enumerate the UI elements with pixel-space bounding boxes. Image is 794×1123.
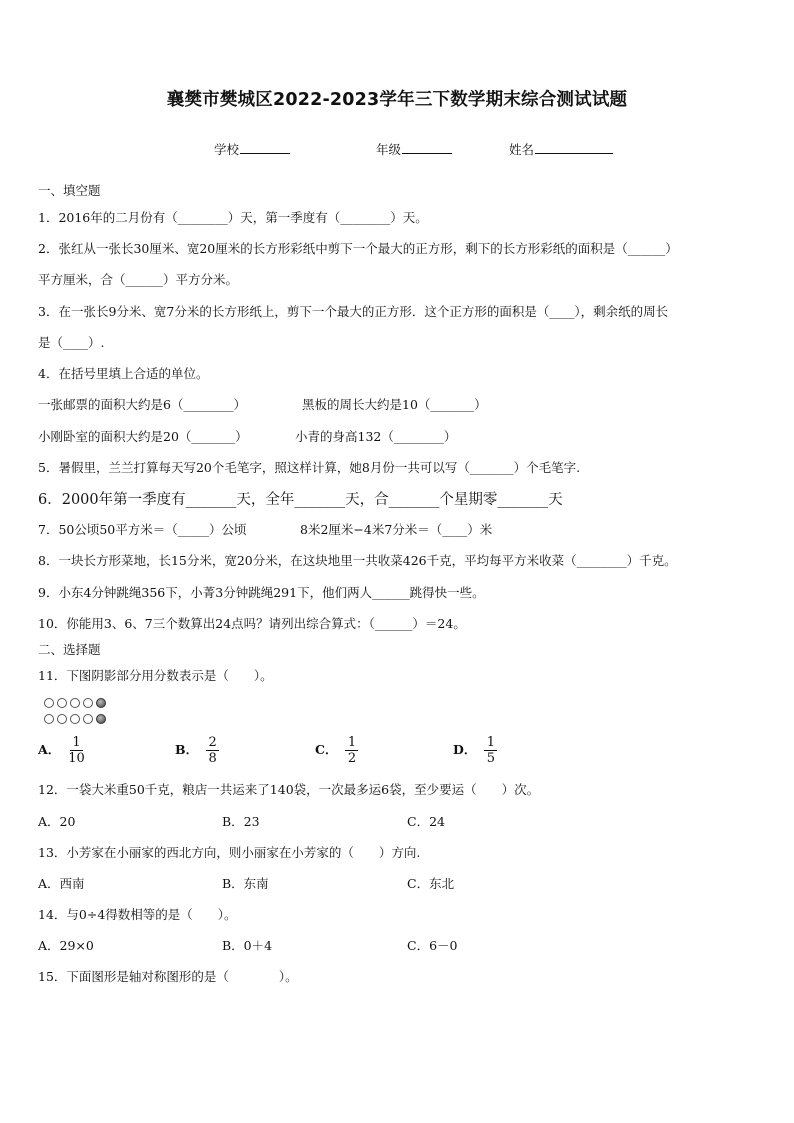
- school-label: 学校: [214, 142, 240, 157]
- q13-option-b[interactable]: B．东南: [222, 876, 269, 891]
- grade-field: [376, 140, 452, 158]
- name-field: [509, 140, 613, 158]
- question-11: 11．下图阴影部分用分数表示是（ ）。: [38, 668, 273, 683]
- question-7-part-b: 8米2厘米−4米7分米＝（____）米: [300, 522, 493, 537]
- question-4-item-c: 小刚卧室的面积大约是20（_______）: [38, 429, 248, 444]
- question-4: 4．在括号里填上合适的单位。: [38, 366, 209, 381]
- school-blank: [240, 152, 290, 154]
- circle-shaded: [96, 714, 106, 724]
- option-letter: D．: [453, 742, 477, 757]
- circle-row-2: [44, 714, 106, 726]
- question-8: 8．一块长方形菜地，长15分米，宽20分米，在这块地里一共收菜426千克，平均每平方米收菜（________）千克。: [38, 553, 677, 568]
- circle-empty: [70, 714, 80, 724]
- question-7-part-a: 7．50公顷50平方米＝（_____）公顷: [38, 522, 247, 537]
- section-choice: 二、选择题: [38, 642, 101, 657]
- q14-option-c[interactable]: C．6－0: [407, 938, 458, 953]
- circle-empty: [83, 698, 93, 708]
- denominator: 5: [486, 751, 495, 766]
- question-4-item-d: 小青的身高132（________）: [295, 429, 457, 444]
- question-4-item-a: 一张邮票的面积大约是6（________）: [38, 397, 246, 412]
- question-2-line-1: 2．张红从一张长30厘米、宽20厘米的长方形彩纸中剪下一个最大的正方形，剩下的长方形彩纸的面积是（______）: [38, 241, 678, 256]
- fraction: [206, 735, 219, 766]
- denominator: 2: [347, 751, 357, 766]
- question-10: 10．你能用3、6、7三个数算出24点吗？请列出综合算式：（______）＝24。: [38, 616, 466, 631]
- name-blank: [535, 152, 613, 154]
- circle-empty: [70, 698, 80, 708]
- shaded-circles-figure: [44, 698, 106, 730]
- page-title: 襄樊市樊城区2022-2023学年三下数学期末综合测试试题: [166, 90, 628, 110]
- question-4-item-b: 黑板的周长大约是10（_______）: [302, 397, 487, 412]
- circle-empty: [57, 698, 67, 708]
- numerator: 1: [72, 735, 81, 750]
- option-letter: A．: [38, 742, 61, 757]
- section-fill-in: 一、填空题: [38, 183, 101, 198]
- school-field: [214, 140, 290, 158]
- numerator: 2: [208, 735, 217, 750]
- question-9: 9．小东4分钟跳绳356下，小菁3分钟跳绳291下，他们两人______跳得快一些。: [38, 585, 485, 600]
- option-letter: C．: [315, 742, 338, 757]
- question-3-line-2: 是（____）.: [38, 335, 105, 350]
- q12-option-b[interactable]: B．23: [222, 814, 260, 829]
- q13-option-a[interactable]: A．西南: [38, 876, 85, 891]
- q14-option-b[interactable]: B．0＋4: [222, 938, 273, 953]
- circle-empty: [44, 714, 54, 724]
- fraction: [345, 735, 358, 766]
- question-1: 1．2016年的二月份有（________）天，第一季度有（________）天。: [38, 210, 428, 225]
- question-15: 15．下面图形是轴对称图形的是（ ）。: [38, 969, 298, 984]
- question-12: 12．一袋大米重50千克，粮店一共运来了140袋，一次最多运6袋，至少要运（ ）次。: [38, 782, 540, 797]
- question-5: 5．暑假里，兰兰打算每天写20个毛笔字，照这样计算，她8月份一共可以写（_______）个毛笔字.: [38, 460, 581, 475]
- circle-shaded: [96, 698, 106, 708]
- denominator: 10: [68, 751, 85, 766]
- q11-option-a[interactable]: [38, 735, 85, 766]
- question-13: 13．小芳家在小丽家的西北方向，则小丽家在小芳家的（ ）方向.: [38, 845, 421, 860]
- grade-blank: [402, 152, 452, 154]
- question-6: 6．2000年第一季度有_______天，全年_______天，合_______个星期零_______天: [38, 492, 563, 508]
- question-3-line-1: 3．在一张长9分米、宽7分米的长方形纸上，剪下一个最大的正方形．这个正方形的面积是（____），剩余纸的周长: [38, 304, 669, 319]
- q11-option-c[interactable]: [315, 735, 358, 766]
- circle-empty: [83, 714, 93, 724]
- q12-option-c[interactable]: C．24: [407, 814, 445, 829]
- q11-option-b[interactable]: [175, 735, 219, 766]
- circle-empty: [44, 698, 54, 708]
- numerator: 1: [347, 735, 357, 750]
- q13-option-c[interactable]: C．东北: [407, 876, 455, 891]
- numerator: 1: [486, 735, 495, 750]
- grade-label: 年级: [376, 142, 402, 157]
- q14-option-a[interactable]: A．29×0: [38, 938, 94, 953]
- fraction: [68, 735, 85, 766]
- fraction: [484, 735, 497, 766]
- question-2-line-2: 平方厘米，合（______）平方分米。: [38, 272, 239, 287]
- q12-option-a[interactable]: A．20: [38, 814, 76, 829]
- name-label: 姓名: [509, 142, 535, 157]
- question-14: 14．与0÷4得数相等的是（ ）。: [38, 907, 237, 922]
- option-letter: B．: [175, 742, 199, 757]
- denominator: 8: [208, 751, 217, 766]
- circle-empty: [57, 714, 67, 724]
- circle-row-1: [44, 698, 106, 710]
- q11-option-d[interactable]: [453, 735, 497, 766]
